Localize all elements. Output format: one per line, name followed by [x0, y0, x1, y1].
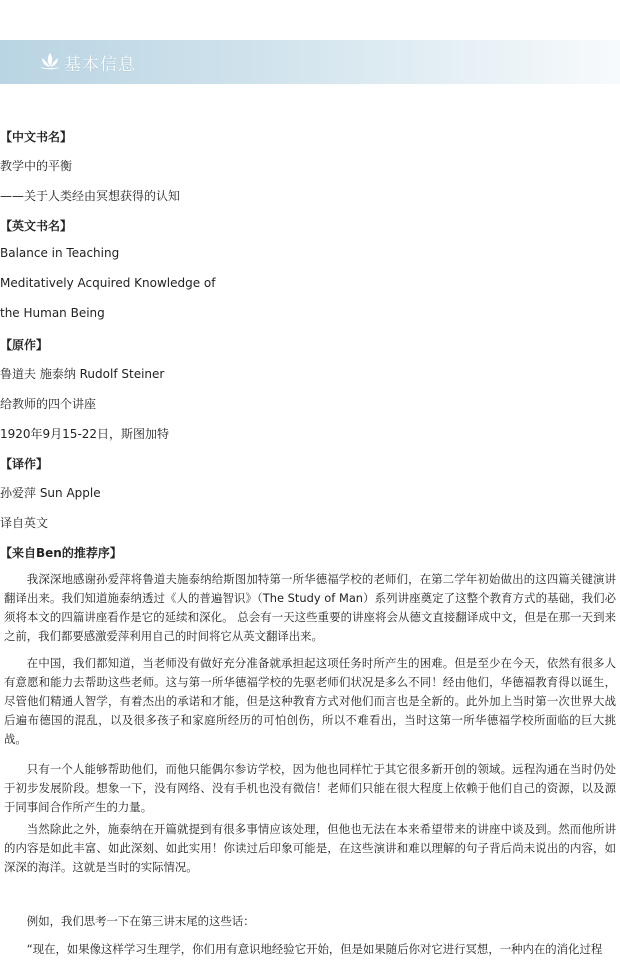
preface-heading: 【来自Ben的推荐序】: [0, 546, 122, 560]
cn-title-line-1: 教学中的平衡: [0, 159, 73, 173]
en-title-line-1: Balance in Teaching: [0, 246, 120, 260]
original-heading: 【原作】: [0, 338, 49, 352]
translator-line-2: 译自英文: [0, 516, 49, 530]
original-line-2: 给教师的四个讲座: [0, 397, 97, 411]
preface-paragraph-1: 我深深地感谢孙爱萍将鲁道夫施泰纳给斯图加特第一所华德福学校的老师们，在第二学年初始做出的这四篇关键演讲翻译出来。我们知道施泰纳透过《人的普遍智识》（The Study of Man）系列讲座奠定了这整个教育方式的基础，我们必须将本文的四篇讲座看作是它的延续和深化。 总会有一天这些重要的讲座将会从德文直接翻译成中文，但是在那一天到来之前，我们都要感激爱萍利用自己的时间将它从英文翻译出来。: [4, 572, 616, 643]
section-title: 基本信息: [64, 55, 136, 75]
original-line-1: 鲁道夫 施泰纳 Rudolf Steiner: [0, 367, 165, 381]
en-title-heading: 【英文书名】: [0, 219, 73, 233]
translator-heading: 【译作】: [0, 457, 49, 471]
preface-paragraph-3: 只有一个人能够帮助他们，而他只能偶尔参访学校，因为他也同样忙于其它很多新开创的领域。远程沟通在当时仍处于初步发展阶段。想象一下，没有网络、没有手机也没有微信！老师们只能在很大程度上依赖于他们自己的资源，以及源于同事间合作所产生的力量。: [4, 762, 616, 814]
lotus-icon: [38, 50, 62, 72]
preface-paragraph-5: 例如，我们思考一下在第三讲末尾的这些话：: [26, 914, 255, 928]
cn-title-heading: 【中文书名】: [0, 130, 73, 144]
en-title-line-2: Meditatively Acquired Knowledge of: [0, 276, 216, 290]
cn-title-line-2: ——关于人类经由冥想获得的认知: [0, 189, 181, 203]
translator-line-1: 孙爱萍 Sun Apple: [0, 486, 101, 500]
en-title-line-3: the Human Being: [0, 306, 105, 320]
preface-paragraph-4: 当然除此之外，施泰纳在开篇就提到有很多事情应该处理，但他也无法在本来希望带来的讲座中谈及到。然而他所讲的内容是如此丰富、如此深刻、如此实用！你读过后印象可能是，在这些演讲和难以理解的句子背后尚未说出的内容，如深深的海洋。这就是当时的实际情况。: [4, 822, 616, 874]
preface-paragraph-2: 在中国，我们都知道，当老师没有做好充分准备就承担起这项任务时所产生的困难。但是至少在今天，依然有很多人有意愿和能力去帮助这些老师。这与第一所华德福学校的先驱老师们状况是多么不同！经由他们，华德福教育得以诞生，尽管他们精通人智学，有着杰出的承诺和才能，但是这种教育方式对他们而言也是全新的。此外加上当时第一次世界大战后遍布德国的混乱，以及很多孩子和家庭所经历的可怕创伤，所以不难看出，当时这第一所华德福学校所面临的巨大挑战。: [4, 656, 616, 746]
section-banner: [0, 40, 620, 84]
preface-paragraph-6: “现在，如果像这样学习生理学，你们用有意识地经验它开始，但是如果随后你对它进行冥想，一种内在的消化过程: [26, 942, 603, 956]
original-line-3: 1920年9月15-22日，斯图加特: [0, 427, 170, 441]
